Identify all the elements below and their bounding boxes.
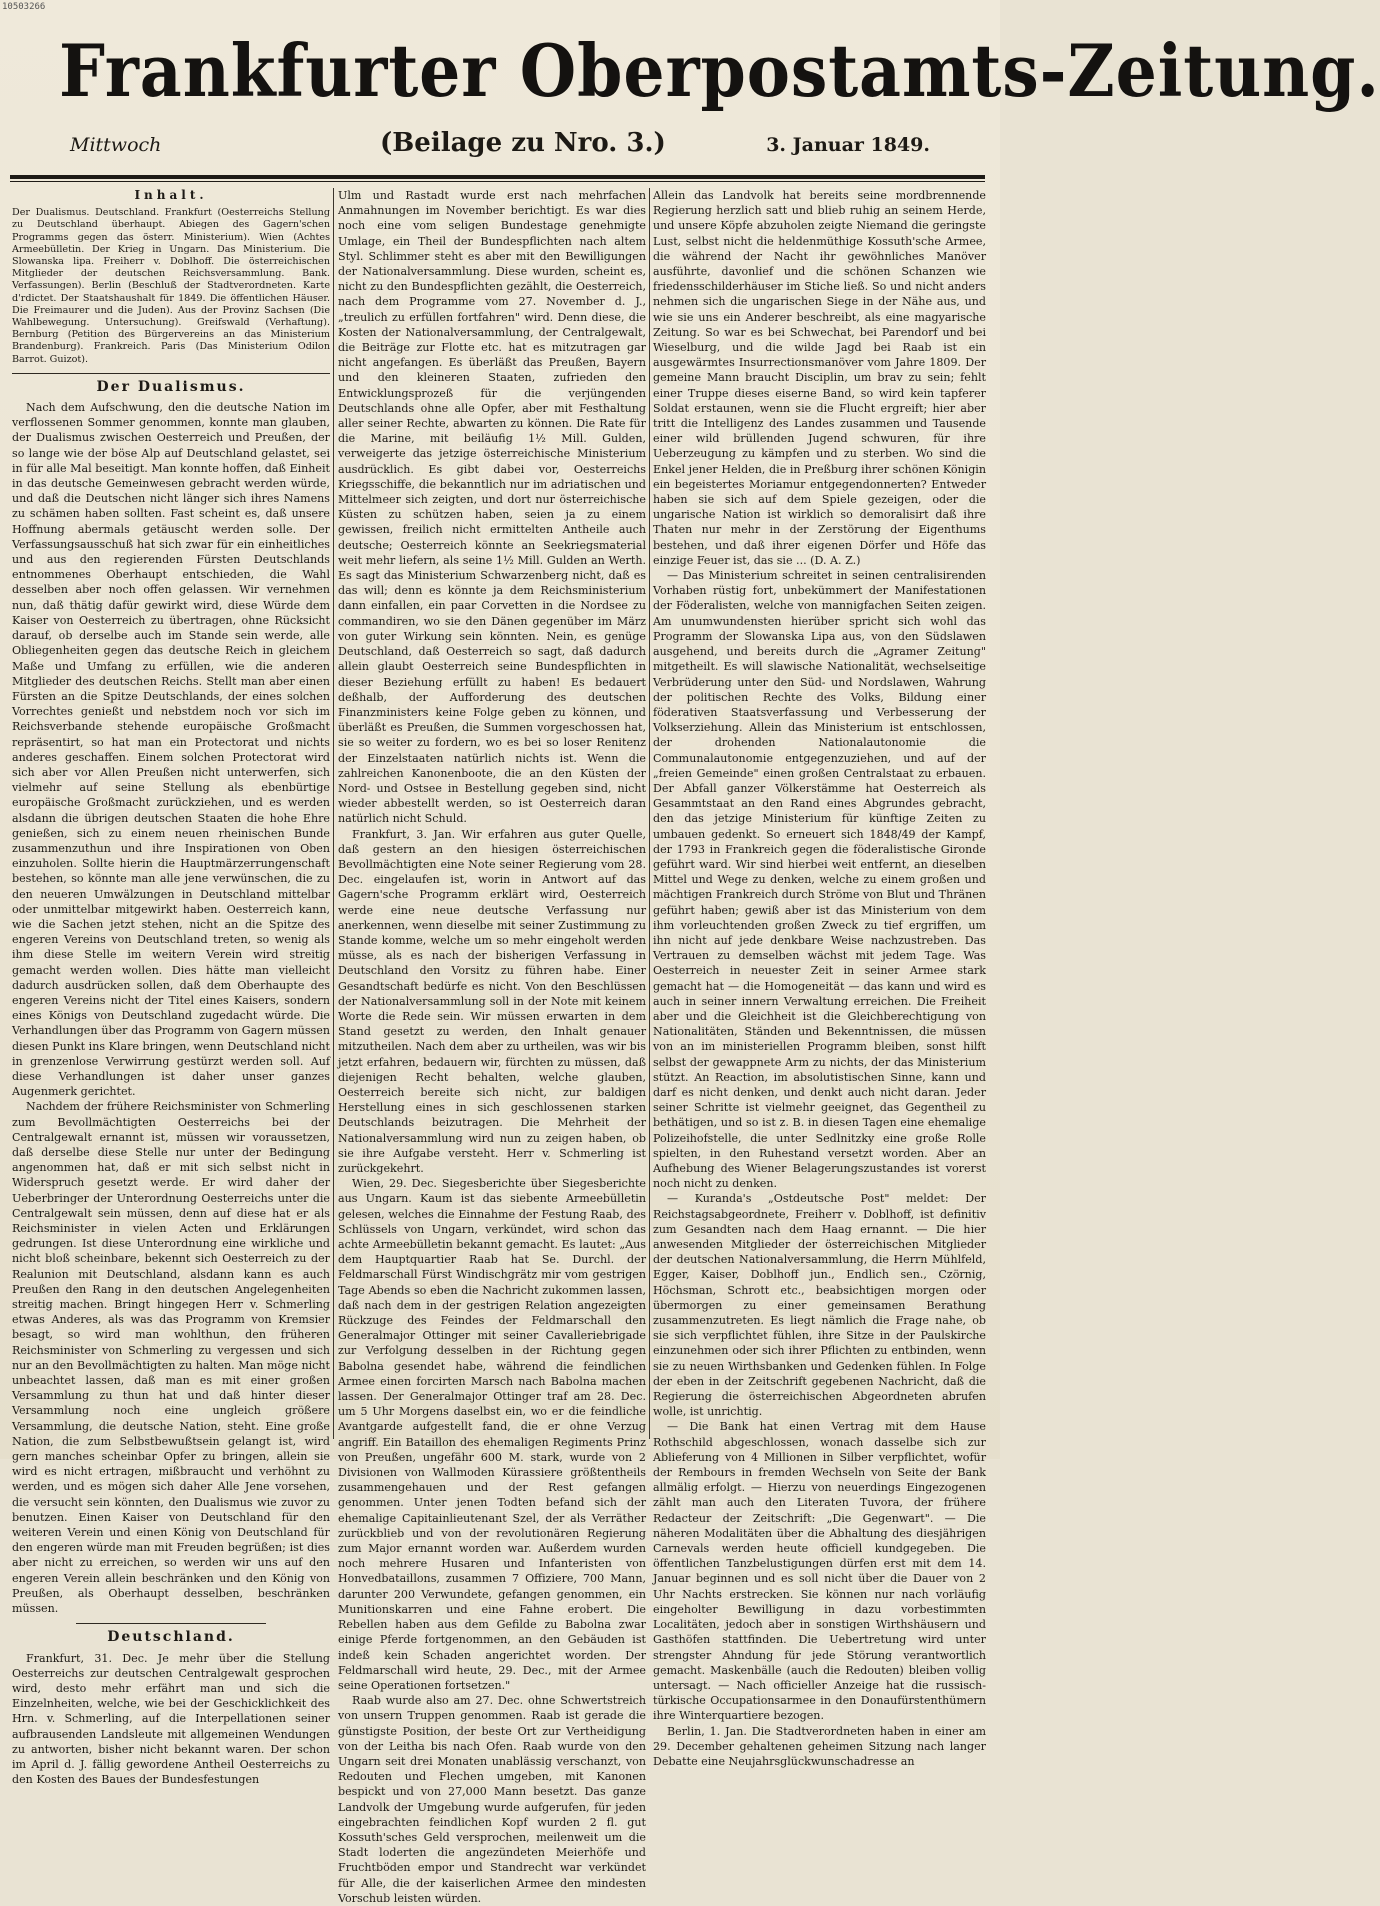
article-paragraph: — Die Bank hat einen Vertrag mit dem Hause Rothschild abgeschlossen, wonach dasselbe sich zur Ablieferung von 4 Millionen in Silber verpflichtet, wofür der Rembours in fremden Wechseln von Seite der Bank allmälig erfolgt. — Hierzu von neuerdings Eingezogenen zählt man auch den Literaten Tuvora, der frühere Redacteur der Zeitschrift: „Die Gegenwart". — Die näheren Modalitäten über die Abhaltung des diesjährigen Carnevals werden heute officiell kundgegeben. Die öffentlichen Tanzbelustigungen dürfen erst mit dem 14. Januar beginnen und es soll nicht über die Dauer von 2 Uhr Nachts erstrecken. Sie können nur nach vorläufig eingeholter Bewilligung in dazu vorbestimmten Localitäten, jedoch aber in sonstigen Wirthshäusern und Gasthöfen stattfinden. Die Uebertretung wird unter strengster Ahndung für jede Störung verantwortlich gemacht. Maskenbälle (auch die Redouten) bleiben vollig untersagt. — Nach officieller Anzeige hat die russisch-türkische Occupationsarmee in den Donaufürstenthümern ihre Winterquartiere bezogen. — [653, 1420, 986, 1723]
issue-date: 3. Januar 1849. — [766, 134, 930, 156]
article-paragraph: Wien, 29. Dec. Siegesberichte über Siegesberichte aus Ungarn. Kaum ist das siebente Armeebülletin gelesen, welches die Einnahme der Festung Raab, des Schlüssels von Ungarn, verkündet, wird schon das achte Armeebülletin bekannt gemacht. Es lautet: „Aus dem Hauptquartier Raab hat Se. Durchl. der Feldmarschall Fürst Windischgrätz mir vom gestrigen Tage Abends so eben die Nachricht zukommen lassen, daß nach dem in der gestrigen Relation angezeigten Rückzuge des Feindes der Feldmarschall den Generalmajor Ottinger mit seiner Cavalleriebrigade zur Verfolgung desselben in der Richtung gegen Babolna gesendet habe, während die feindlichen Armee einen forcirten Marsch nach Babolna machen lassen. Der Generalmajor Ottinger traf am 28. Dec. um 5 Uhr Morgens daselbst ein, wo er die feindliche Avantgarde aufgestellt fand, die er ohne Verzug angriff. Ein Bataillon des ehemaligen Regiments Prinz von Preußen, ungefähr 600 M. stark, wurde von 2 Divisionen von Wallmoden Kürassiere größtentheils zusammengehauen und der Rest gefangen genommen. Unter jenen Todten befand sich der ehemalige Capitainlieutenant Szel, der als Verräther zurückblieb und von der revolutionären Regierung zum Major ernannt worden war. Außerdem wurden noch mehrere Husaren und Infanteristen von Honvedbataillons, zusammen 7 Offiziere, 700 Mann, darunter 200 Verwundete, gefangen genommen, ein Munitionskarren und eine Fahne erobert. Die Rebellen haben aus dem Gefilde zu Babolna zwar einige Pferde fortgenommen, an den Gebäuden ist indeß kein Schaden angerichtet worden. Der Feldmarschall wird heute, 29. Dec., mit der Armee seine Operationen fortsetzen." — [338, 1177, 646, 1692]
article-paragraph: Nachdem der frühere Reichsminister von Schmerling zum Bevollmächtigten Oesterreichs bei der Centralgewalt ernannt ist, müssen wir voraussetzen, daß derselbe diese Stelle nur unter der Bedingung angenommen hat, daß er mit sich selbst nicht in Widerspruch gesetzt werde. Er wird daher der Ueberbringer der Unterordnung Oesterreichs unter die Centralgewalt sein müssen, denn auf diese hat er als Reichsminister in vielen Acten und Erklärungen gedrungen. Ist diese Unterordnung eine wirkliche und nicht bloß scheinbare, bekennt sich Oesterreich zu der Realunion mit Deutschland, alsdann kann es auch Preußen den Rang in den deutschen Angelegenheiten streitig machen. Bringt hingegen Herr v. Schmerling etwas Anderes, als was das Programm von Kremsier besagt, so wird man wohlthun, den früheren Reichsminister von Schmerling zu vergessen und sich nur an den Bevollmächtigten zu halten. Man möge nicht unbeachtet lassen, daß man es mit einer großen Versammlung zu thun hat und daß hinter dieser Versammlung noch eine ungleich größere Versammlung, die deutsche Nation, steht. Eine große Nation, die zum Selbstbewußtsein gelangt ist, wird gern manches scheinbar Opfer zu bringen, allein sie wird es nicht ertragen, mißbraucht und verhöhnt zu werden, und es mögen sich daher Alle Jene vorsehen, die versucht sein könnten, den Dualismus wie zuvor zu benutzen. Einen Kaiser von Deutschland für den weiteren Verein und einen König von Deutschland für den engeren würde man mit Freuden begrüßen; ist dies aber nicht zu erreichen, so werden wir uns auf den engeren Verein allein beschränken und den König von Preußen, als Oberhaupt desselben, beschränken müssen. — [12, 1100, 330, 1616]
table-of-contents: Der Dualismus. Deutschland. Frankfurt (Oesterreichs Stellung zu Deutschland überhaupt. Abiegen des Gagern'schen Programms gegen das österr. Ministerium). Wien (Achtes Armeebülletin. Der Krieg in Ungarn. Das Ministerium. Die Slowanska lipa. Freiherr v. Doblhoff. Die österreichischen Mitglieder der deutschen Reichsversammlung. Bank. Verfassungen). Berlin (Beschluß der Stadtverordneten. Karte d'rdictet. Der Staatshaushalt für 1849. Die öffentlichen Häuser. Die Freimaurer und die Juden). Aus der Provinz Sachsen (Die Wahlbewegung. Untersuchung). Greifswald (Verhaftung). Bernburg (Petition des Bürgervereins an das Ministerium Brandenburg). Frankreich. Paris (Das Ministerium Odilon Barrot. Guizot). — [12, 207, 330, 365]
column-separator — [649, 188, 650, 1439]
article-paragraph: Berlin, 1. Jan. Die Stadtverordneten haben in einer am 29. December gehaltenen geheimen Sitzung nach langer Debatte eine Neujahrsglückwunschadresse an — [653, 1724, 986, 1768]
article-title-dualismus: Der Dualismus. — [96, 378, 246, 395]
column-2 — [338, 188, 646, 1905]
toc-heading: Inhalt. — [134, 188, 208, 202]
divider — [76, 1623, 267, 1624]
masthead-title: Frankfurter Oberpostamts-Zeitung. — [59, 28, 1380, 113]
weekday: Mittwoch — [70, 134, 162, 156]
divider — [12, 373, 330, 374]
article-paragraph: — Das Ministerium schreitet in seinen centralisirenden Vorhaben rüstig fort, unbekümmert der Manifestationen der Föderalisten, welche von mannigfachen Seiten zeigen. Am unumwundensten hierüber spricht sich wohl das Programm der Slowanska Lipa aus, von den Südslawen ausgehend, und bereits durch die „Agramer Zeitung" mitgetheilt. Es will slawische Nationalität, wechselseitige Verbrüderung unter den Süd- und Nordslawen, Wahrung der politischen Rechte des Volks, Bildung einer föderativen Staatsverfassung und Verbesserung der Volkserziehung. Allein das Ministerium ist entschlossen, der drohenden Nationalautonomie die Communalautonomie entgegenzuziehen, und auf der „freien Gemeinde" einen großen Centralstaat zu erbauen. Der Abfall ganzer Völkerstämme hat Oesterreich als Gesammtstaat an den Rand eines Abgrundes gebracht, den das jetzige Ministerium für künftige Zeiten zu umbauen gedenkt. So erneuert sich 1848/49 der Kampf, der 1793 in Frankreich gegen die föderalistische Gironde geführt ward. Wir sind hierbei weit entfernt, an dieselben Mittel und Wege zu denken, welche zu einem großen und mächtigen Frankreich durch Ströme von Blut und Thränen geführt haben; gewiß aber ist das Ministerium von dem ihm vorleuchtenden großen Zweck zu tief ergriffen, um ihn nicht auf jede denkbare Weise nachzustreben. Das Vertrauen zu demselben wächst mit jedem Tage. Was Oesterreich in neuester Zeit in seiner Armee stark gemacht hat — die Homogeneität — das kann und wird es auch in seiner innern Verwaltung erreichen. Die Freiheit aber und die Gleichheit ist die Gleichberechtigung von Nationalitäten, Ständen und Bekenntnissen, die müssen von an im ministeriellen Programm bleiben, sonst hilft selbst der gewappnete Arm zu nichts, der das Ministerium stützt. An Reaction, im absolutistischen Sinne, kann und darf es nicht denken, und denkt auch nicht daran. Jeder seiner Schritte ist vielmehr geeignet, das Gegentheil zu bethätigen, und so ist z. B. in diesen Tagen eine ehemalige Polizeihofstelle, die unter Sedlnitzky eine große Rolle spielten, in den Ruhestand versetzt worden. Aber an Aufhebung des Wiener Belagerungszustandes ist vorerst noch nicht zu denken. — [653, 569, 986, 1191]
column-1 — [12, 188, 330, 1787]
section-title-deutschland: Deutschland. — [107, 1629, 235, 1646]
masthead-rule-thin — [10, 181, 985, 182]
column-separator — [333, 188, 334, 1439]
article-paragraph: Frankfurt, 31. Dec. Je mehr über die Stellung Oesterreichs zur deutschen Centralgewalt gesprochen wird, desto mehr erfährt man und sich die Einzelnheiten, welche, wie bei der Geschicklichkeit des Hrn. v. Schmerling, auf die Interpellationen seiner aufbrausenden Landsleute mit allgemeinen Wendungen zu antworten, bisher nicht bekannt waren. Der schon im April d. J. fällig gewordene Antheil Oesterreichs zu den Kosten des Baues der Bundesfestungen — [12, 1651, 330, 1787]
supplement-label: (Beilage zu Nro. 3.) — [380, 128, 666, 158]
masthead-rule-thick — [10, 175, 985, 179]
article-paragraph: Frankfurt, 3. Jan. Wir erfahren aus guter Quelle, daß gestern an den hiesigen österreichischen Bevollmächtigten eine Note seiner Regierung vom 28. Dec. eingelaufen ist, worin in Antwort auf das Gagern'sche Programm erklärt wird, Oesterreich werde eine neue deutsche Verfassung nur anerkennen, wenn dieselbe mit seiner Zustimmung zu Stande komme, welche um so mehr eingeholt werden müsse, als es nach der bisherigen Verfassung in Deutschland den Vorsitz zu führen habe. Einer Gesandtschaft bedürfe es nicht. Von den Beschlüssen der Nationalversammlung soll in der Note mit keinem Worte die Rede sein. Wir müssen erwarten in dem Stand gesetzt zu werden, den Inhalt genauer mitzutheilen. Nach dem aber zu urtheilen, was wir bis jetzt erfahren, bedauern wir, fürchten zu müssen, daß diejenigen Recht behalten, welche glauben, Oesterreich bereite sich nicht, zur baldigen Herstellung eines in sich geschlossenen starken Deutschlands beizutragen. Die Mehrheit der Nationalversammlung wird nun zu zeigen haben, ob sie ihre Aufgabe versteht. Herr v. Schmerling ist zurückgekehrt. — [338, 827, 646, 1175]
article-paragraph: Ulm und Rastadt wurde erst nach mehrfachen Anmahnungen im November berichtigt. Es war dies noch eine vom seligen Bundestage genehmigte Umlage, ein Theil der Bundespflichten nach altem Styl. Schlimmer steht es aber mit den Bewilligungen der Nationalversammlung. Diese wurden, scheint es, nicht zu den Bundespflichten gezählt, die Oesterreich, nach dem Programme vom 27. November d. J., „treulich zu erfüllen fortfahren" wird. Denn diese, die Kosten der Nationalversammlung, der Centralgewalt, die Beiträge zur Flotte etc. hat es mitzutragen gar nicht angefangen. Es überläßt das Preußen, Bayern und den kleineren Staaten, zufrieden den Entwicklungsprozeß für die verjüngenden Deutschlands ohne alle Opfer, aber mit Festhaltung aller seiner Rechte, abwarten zu können. Die Rate für die Marine, mit beiläufig 1½ Mill. Gulden, verweigerte das jetzige österreichische Ministerium ausdrücklich. Es gibt dabei vor, Oesterreichs Kriegsschiffe, die bekanntlich nur im adriatischen und Mittelmeer sich zeigten, und dort nur österreichische Küsten zu schützen haben, seien ja zu einem gewissen, freilich nicht ermittelten Antheile auch deutsche; Oesterreich könnte an Seekriegsmaterial weit mehr liefern, als seine 1½ Mill. Gulden an Werth. Es sagt das Ministerium Schwarzenberg nicht, daß es das will; denn es könnte ja dem Reichsministerium dann einfallen, ein paar Corvetten in die Nordsee zu commandiren, wo sie den Dänen gegenüber im März von guter Wirkung sein könnten. Nein, es genüge Deutschland, daß Oesterreich so sagt, daß dadurch allein glaubt Oesterreich seine Bundespflichten in dieser Beziehung erfüllt zu haben! Es bedauert deßhalb, der Aufforderung des deutschen Finanzministers keine Folge geben zu können, und überläßt es Preußen, die Summen vorgeschossen hat, sie so weiter zu fordern, wo es bei so loser Renitenz der Einzelstaaten natürlich nichts ist. Wenn die zahlreichen Kanonenboote, die an den Küsten der Nord- und Ostsee in Bestellung gegeben sind, nicht wieder abbestellt werden, so ist Oesterreich daran natürlich nicht Schuld. — [338, 189, 646, 826]
article-paragraph: Raab wurde also am 27. Dec. ohne Schwertstreich von unsern Truppen genommen. Raab ist gerade die günstigste Position, der beste Ort zur Vertheidigung von der Leitha bis nach Ofen. Raab wurde von den Ungarn seit drei Monaten unablässig verschanzt, von Redouten und Flechen umgeben, mit Kanonen bespickt und von 27,000 Mann besetzt. Das ganze Landvolk der Umgebung wurde aufgerufen, für jeden eingebrachten feindlichen Kopf wurden 2 fl. gut Kossuth'sches Geld versprochen, meilenweit um die Stadt loderten die angezündeten Meierhöfe und Fruchtböden empor und Standrecht war verkündet für Alle, die der kaiserlichen Armee den mindesten Vorschub leisten würden. — [338, 1694, 646, 1905]
article-paragraph: Allein das Landvolk hat bereits seine mordbrennende Regierung herzlich satt und blieb ruhig an seinem Herde, und unsere Köpfe abzuholen zeigte Niemand die geringste Lust, selbst nicht die heldenmüthige Kossuth'sche Armee, die während der Nacht ihr gewöhnliches Manöver ausführte, davonlief und die schönen Schanzen wie friedensschilderhäuser im Stiche ließ. So und nicht anders nehmen sich die ungarischen Siege in der Nähe aus, und wie sie uns ein Anderer beschreibt, als eine magyarische Zeitung. So war es bei Schwechat, bei Parendorf und bei Wieselburg, und die wilde Jagd bei Raab ist ein ausgewärmtes Insurrectionsmanöver vom Jahre 1809. Der gemeine Mann braucht Disciplin, um brav zu sein; fehlt einer Truppe dieses eiserne Band, so wird kein tapferer Soldat erstaunen, wenn sie die Flucht ergreift; hier aber tritt die Intelligenz des Landes zusammen und Tausende einer wild brüllenden Jugend schwuren, für ihre Ueberzeugung zu kämpfen und zu sterben. Wo sind die Enkel jener Helden, die in Preßburg ihrer schönen Königin ein begeistertes Moriamur entgegendonnerten? Entweder haben sie sich auf dem Spiele gezeigen, oder die ungarische Nation ist wirklich so demoralisirt daß ihre Thaten nur mehr in der Zerstörung der Eigenthums bestehen, und daß ihrer eigenen Dörfer und Höfe das einzige Feuer ist, das sie ... (D. A. Z.) — [653, 189, 986, 567]
masthead-subline — [60, 128, 950, 168]
column-3 — [653, 188, 986, 1768]
corner-id: 10503266 — [2, 2, 46, 12]
article-paragraph: Nach dem Aufschwung, den die deutsche Nation im verflossenen Sommer genommen, konnte man glauben, der Dualismus zwischen Oesterreich und Preußen, der so lange wie der böse Alp auf Deutschland gelastet, sei in für alle Mal beseitigt. Man konnte hoffen, daß Einheit in das deutsche Gemeinwesen gebracht werden würde, und daß die Deutschen nicht länger sich ihres Namens zu schämen haben sollten. Fast scheint es, daß unsere Hoffnung abermals getäuscht werden solle. Der Verfassungsausschuß hat sich zwar für ein einheitliches und aus den regierenden Fürsten Deutschlands entnommenes Oberhaupt entschieden, die Wahl desselben aber noch offen gelassen. Wir vernehmen nun, daß thätig dafür gewirkt wird, diese Würde dem Kaiser von Oesterreich zu übertragen, ohne Rücksicht darauf, ob derselbe auch im Stande sein werde, alle Obliegenheiten gegen das deutsche Reich in gleichem Maße und Umfang zu erfüllen, wie die anderen Mitglieder des deutschen Reichs. Stellt man aber einen Fürsten an die Spitze Deutschlands, der eines solchen Vorrechtes genießt und nebstdem noch vor sich im Reichsverbande stehende europäische Großmacht repräsentirt, so hat man ein Protectorat und nichts anderes geschaffen. Einem solchen Protectorat wird sich aber vor Allen Preußen nicht unterwerfen, sich vielmehr auf seine Stellung als ebenbürtige europäische Großmacht zurückziehen, und es werden alsdann die übrigen deutschen Staaten die hohe Ehre genießen, sich zu einem neuen rheinischen Bunde zusammenzuthun und ihre Inspirationen von Oben einzuholen. Sollte hierin die Hauptmärzerrungenschaft bestehen, so könnte man alle jene verwünschen, die zu den neueren Umwälzungen in Deutschland mittelbar oder unmittelbar mitgewirkt haben. Oesterreich kann, wie die Sachen jetzt stehen, nicht an die Spitze des engeren Vereins von Deutschland treten, so wenig als ihm diese Stelle im weitern Verein wird streitig gemacht werden wollen. Dies hätte man vielleicht dadurch ausdrücken sollen, daß dem Oberhaupte des engeren Vereins nicht der Titel eines Kaisers, sondern eines Königs von Deutschland zugedacht würde. Die Verhandlungen über das Programm von Gagern müssen diesen Punkt ins Klare bringen, wenn Deutschland nicht in grenzenlose Verwirrung gestürzt werden soll. Auf diese Verhandlungen ist daher unser ganzes Augenmerk gerichtet. — [12, 401, 330, 1099]
article-paragraph: — Kuranda's „Ostdeutsche Post" meldet: Der Reichstagsabgeordnete, Freiherr v. Doblhoff, ist definitiv zum Gesandten nach dem Haag ernannt. — Die hier anwesenden Mitglieder der österreichischen Mitglieder der deutschen Nationalversammlung, die Herrn Mühlfeld, Egger, Kaiser, Doblhoff jun., Endlich sen., Czörnig, Höchsman, Schrott etc., beabsichtigen morgen oder übermorgen zu einer gemeinsamen Berathung zusammenzutreten. Es liegt nämlich die Frage nahe, ob sie sich verpflichtet fühlen, ihre Sitze in der Paulskirche einzunehmen oder sich ihrer Pflichten zu entbinden, wenn sie zu neuen Wirthsbanken und Gedenken fühlen. In Folge der eben in der Zeitschrift gegebenen Nachricht, daß die Regierung die österreichischen Abgeordneten abrufen wolle, ist unrichtig. — [653, 1192, 986, 1419]
